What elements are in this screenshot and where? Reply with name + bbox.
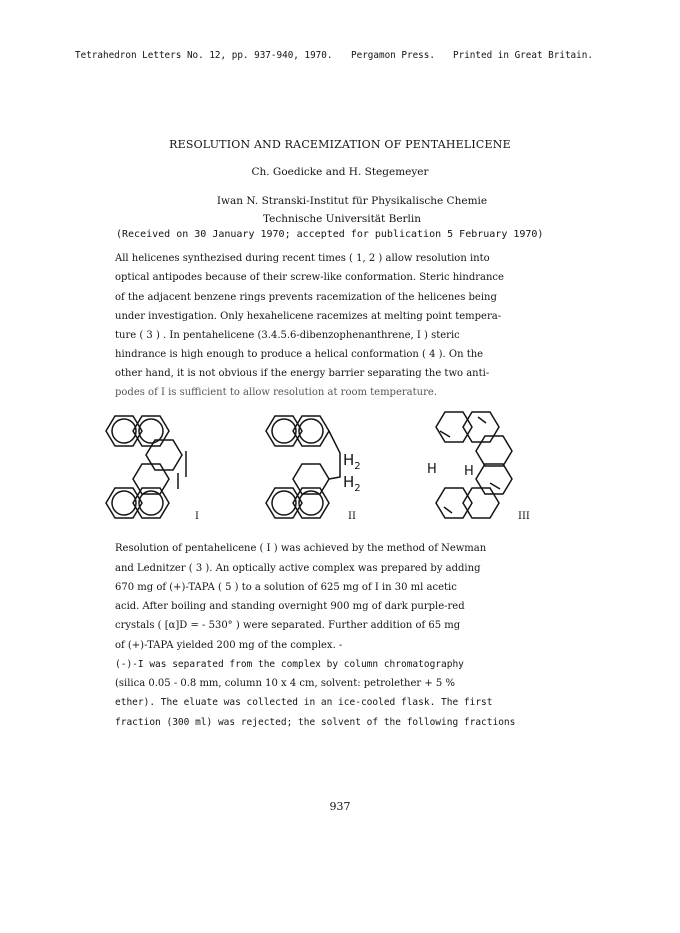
label-structure-iii: III xyxy=(518,511,530,522)
body-line: (silica 0.05 - 0.8 mm, column 10 x 4 cm, solvent: petrolether + 5 % xyxy=(115,678,455,689)
body-line: acid. After boiling and standing overnight 900 mg of dark purple-red xyxy=(115,601,465,612)
publisher: Pergamon Press. xyxy=(351,50,435,61)
body-line: optical antipodes because of their screw-like conformation. Steric hindrance xyxy=(115,272,504,283)
received-date: (Received on 30 January 1970; accepted for publication 5 February 1970) xyxy=(116,229,544,240)
printed-note: Printed in Great Britain. xyxy=(453,50,593,61)
h2-top: $H_2$ xyxy=(343,451,361,472)
structure-ii xyxy=(266,416,340,518)
paper-title: RESOLUTION AND RACEMIZATION OF PENTAHELICENE xyxy=(169,138,511,151)
structure-i xyxy=(106,416,186,518)
authors: Ch. Goedicke and H. Stegemeyer xyxy=(251,166,429,178)
page-number: 937 xyxy=(329,800,351,813)
journal-citation: Tetrahedron Letters No. 12, pp. 937-940, 1970. xyxy=(75,50,333,61)
affiliation-line-2: Technische Universität Berlin xyxy=(262,213,422,225)
body-line: under investigation. Only hexahelicene racemizes at melting point tempera- xyxy=(115,311,502,322)
body-line: podes of I is sufficient to allow resolution at room temperature. xyxy=(115,387,437,398)
body-line: ture ( 3 ) . In pentahelicene (3.4.5.6-dibenzophenanthrene, I ) steric xyxy=(115,330,460,341)
body-line: crystals ( [α]D = - 530° ) were separated. Further addition of 65 mg xyxy=(115,620,461,631)
body-line: other hand, it is not obvious if the energy barrier separating the two anti- xyxy=(115,368,490,379)
body-line: hindrance is high enough to produce a helical conformation ( 4 ). On the xyxy=(115,349,484,360)
body-line: ether). The eluate was collected in an ice-cooled flask. The first xyxy=(115,697,493,708)
label-structure-i: I xyxy=(195,511,199,522)
h-right: H xyxy=(464,464,474,479)
body-line: fraction (300 ml) was rejected; the solvent of the following fractions xyxy=(115,717,516,728)
structure-iii xyxy=(436,412,512,518)
h-left: H xyxy=(427,462,437,477)
body-line: of (+)-TAPA yielded 200 mg of the complex. - xyxy=(115,640,343,651)
body-line: All helicenes synthezised during recent times ( 1, 2 ) allow resolution into xyxy=(115,253,490,264)
body-line: 670 mg of (+)-TAPA ( 5 ) to a solution of 625 mg of I in 30 ml acetic xyxy=(115,582,457,593)
body-line: and Lednitzer ( 3 ). An optically active complex was prepared by adding xyxy=(115,563,481,574)
h2-bottom: $H_2$ xyxy=(343,473,361,494)
body-line: Resolution of pentahelicene ( I ) was achieved by the method of Newman xyxy=(115,543,487,554)
body-line: of the adjacent benzene rings prevents racemization of the helicenes being xyxy=(115,292,497,303)
body-line: (-)-I was separated from the complex by column chromatography xyxy=(115,659,464,670)
journal-header xyxy=(75,50,605,61)
label-structure-ii: II xyxy=(348,511,356,522)
structures-figure xyxy=(100,407,540,527)
affiliation-line-1: Iwan N. Stranski-Institut für Physikalische Chemie xyxy=(216,195,488,207)
